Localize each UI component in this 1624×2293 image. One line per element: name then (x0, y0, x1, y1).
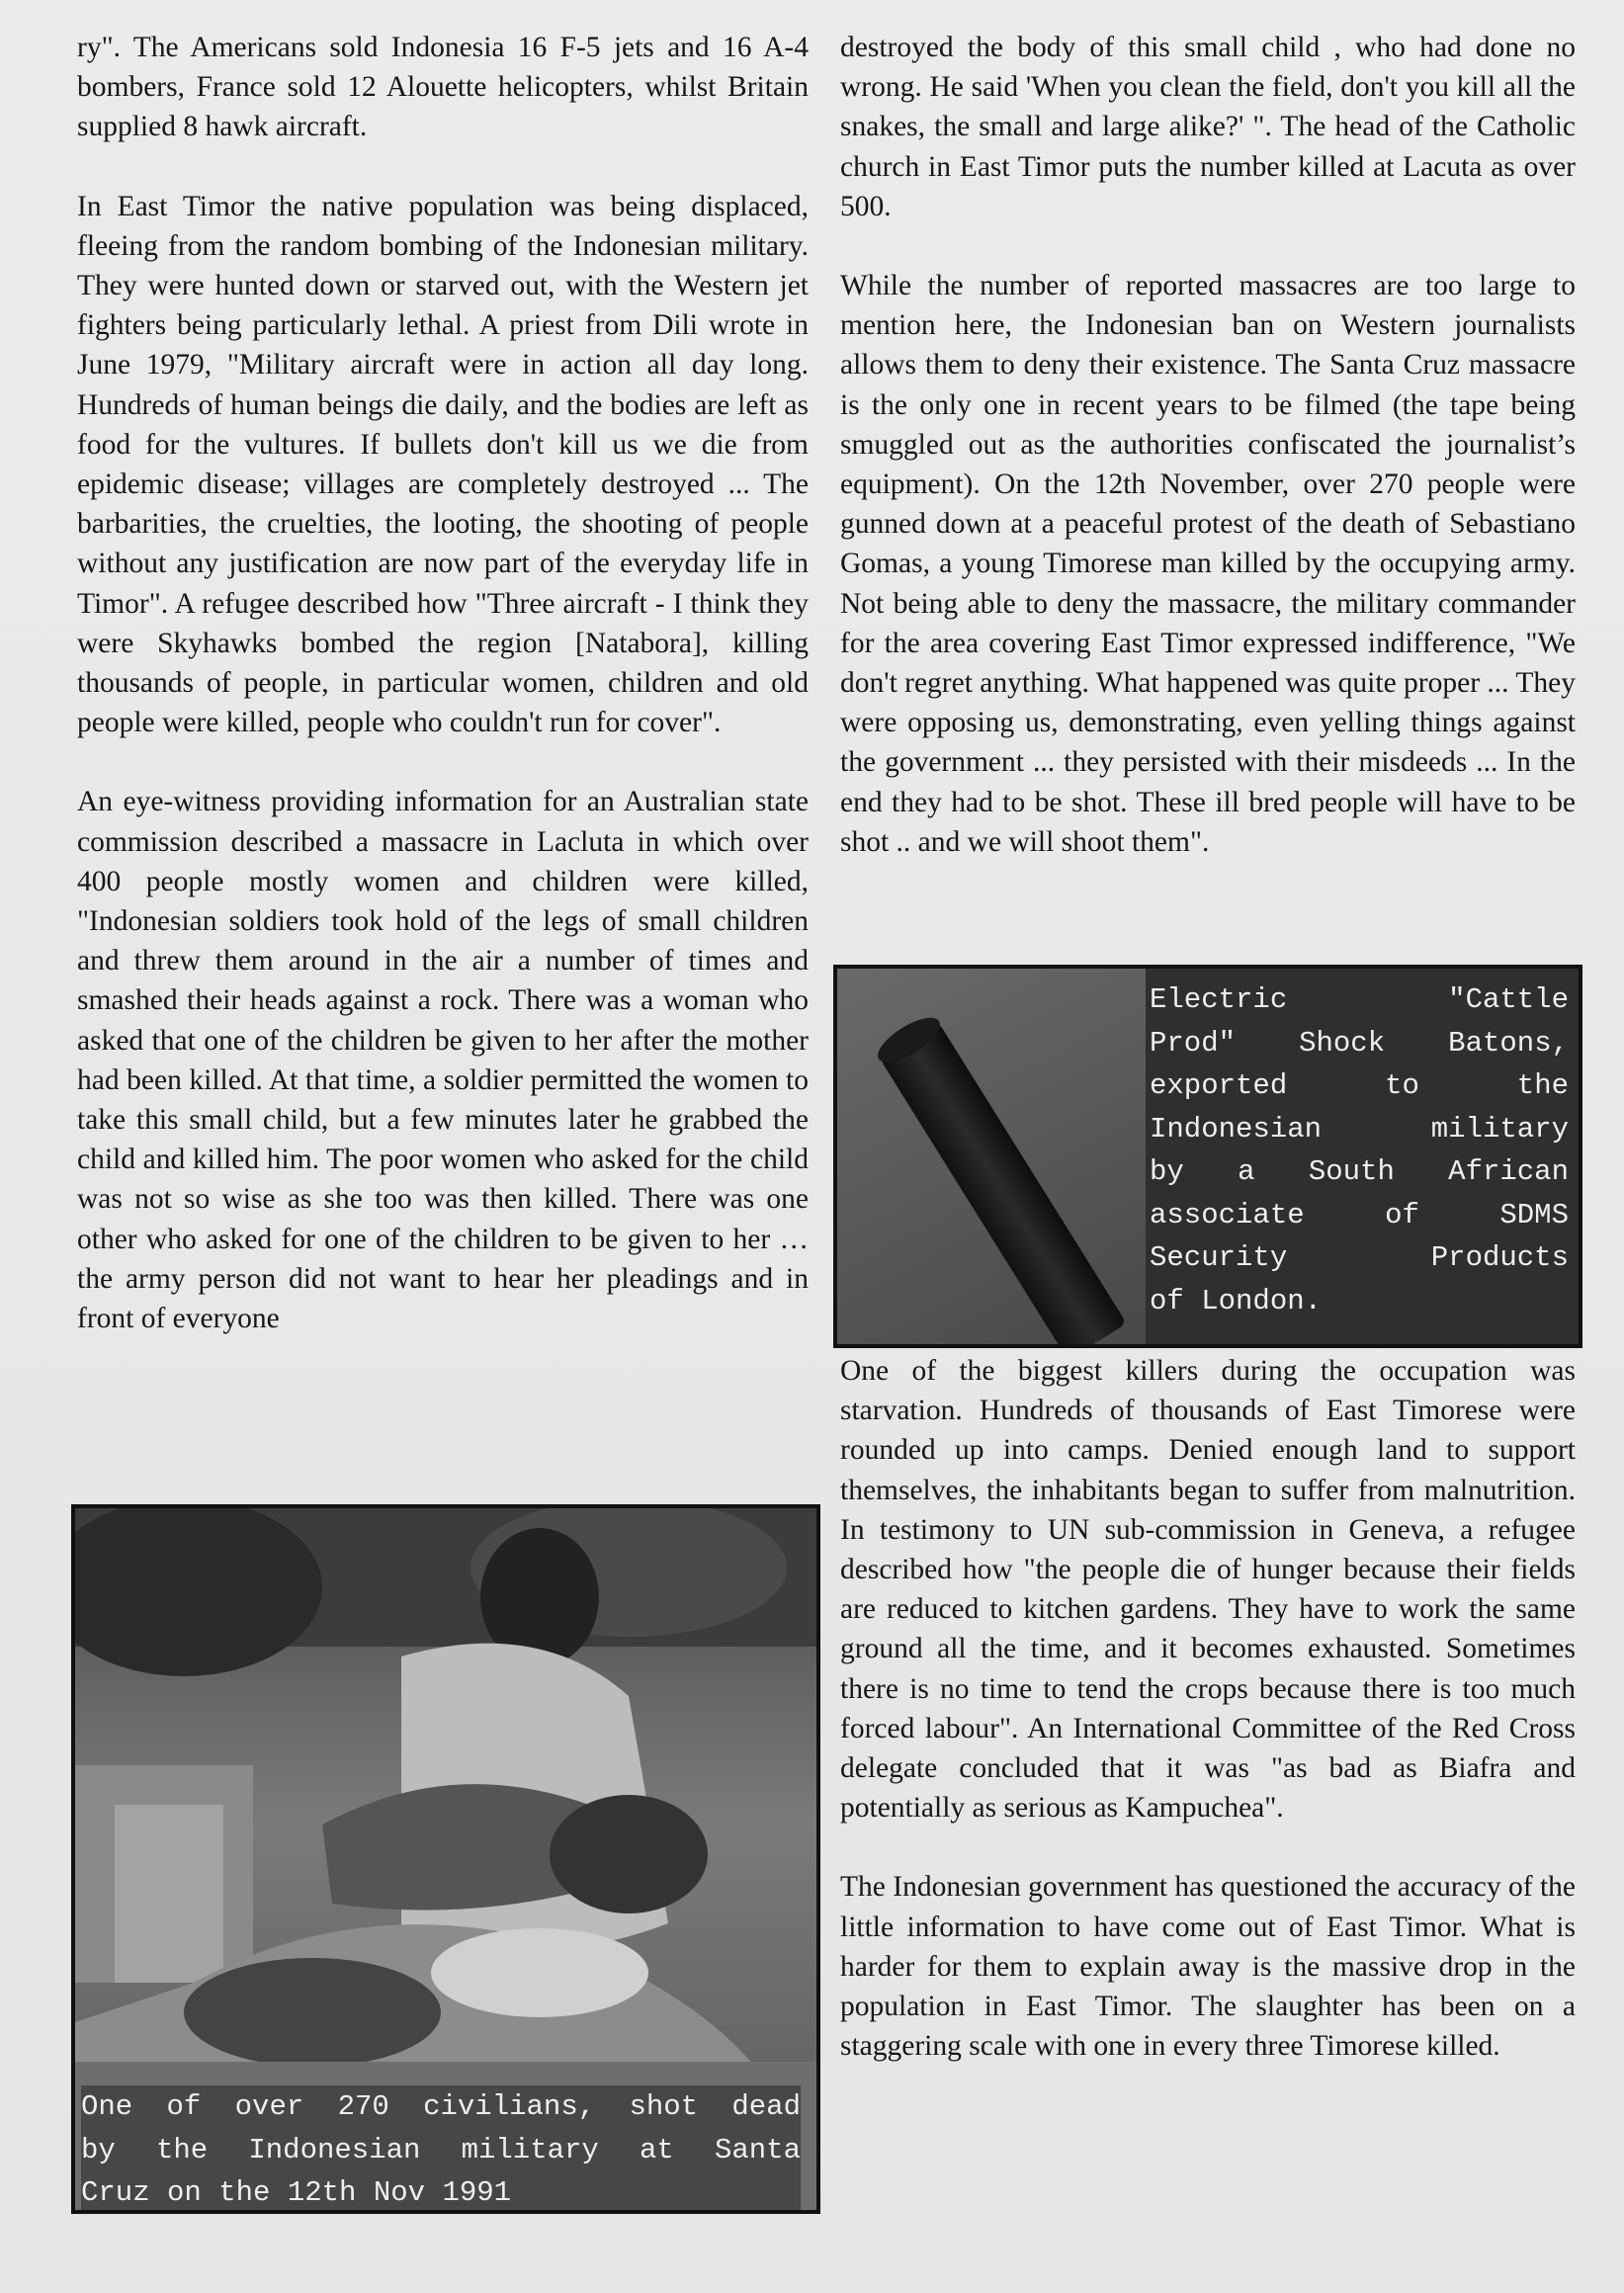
right-column-lower (840, 1351, 1576, 2105)
left-column (77, 28, 809, 1378)
right-column (840, 28, 1576, 901)
caption-line: of London. (1150, 1284, 1323, 1317)
caption-line: Indonesian military (1150, 1112, 1569, 1146)
caption-line: Prod" Shock Batons, (1150, 1026, 1569, 1060)
paragraph: An eye-witness providing information for an Australian state commission described a massacre in Lacluta in which over 400 people mostly women and children were killed, "Indonesian soldiers took hold of the legs of small children and threw them around in the air a number of times and smashed their heads against a rock. There was a woman who asked that one of the children be given to her after the mother had been killed. At that time, a soldier permitted the women to take this small child, but a few minutes later he grabbed the child and killed him. The poor women who asked for the child was not so wise as she too was then killed. There was one other who asked for one of the children to be given to her … the army person did not want to hear her pleadings and in front of everyone (77, 786, 809, 1335)
paragraph: While the number of reported massacres are too large to mention here, the Indonesian ban on Western journalists allows them to deny their existence. The Santa Cruz massacre is the only one in recent years to be filmed (the tape being smuggled out as the authorities confiscated the journalist’s equipment). On the 12th November, over 270 people were gunned down at a peaceful protest of the death of Sebastiano Gomas, a young Timorese man killed by the occupying army. Not being able to deny the massacre, the military commander for the area covering East Timor expressed indifference, "We don't regret anything. What happened was quite proper ... They were opposing us, demonstrating, even yelling things against the government ... they persisted with their misdeeds ... In the end they had to be shot. These ill bred people will have to be shot .. and we will shoot them". (840, 270, 1576, 858)
caption-line: by a South African (1150, 1155, 1569, 1188)
massacre-photo-figure (71, 1504, 820, 2214)
caption-line: exported to the (1150, 1069, 1569, 1102)
caption-line: Cruz on the 12th Nov 1991 (81, 2176, 512, 2209)
paragraph: One of the biggest killers during the occupation was starvation. Hundreds of thousands of East Timorese were rounded up into camps. Denied enough land to support themselves, the inhabitants began to suffer from malnutrition. In testimony to UN sub-commission in Geneva, a refugee described how "the people die of hunger because their fields are reduced to kitchen gardens. They have to work the same ground all the time, and it becomes exhausted. Sometimes there is no time to tend the crops because there is too much forced labour". An International Committee of the Red Cross delegate concluded that it was "as bad as Biafra and potentially as serious as Kampuchea". (840, 1355, 1576, 1825)
paragraph: destroyed the body of this small child , who had done no wrong. He said 'When you clean the field, don't you kill all the snakes, the small and large alike?' ". The head of the Catholic church in East Timor puts the number killed at Lacuta as over 500. (840, 32, 1576, 222)
caption-line: Electric "Cattle (1150, 983, 1569, 1016)
paragraph: In East Timor the native population was being displaced, fleeing from the random bombing of the Indonesian military. They were hunted down or starved out, with the Western jet fighters being particularly lethal. A priest from Dili wrote in June 1979, "Military aircraft were in action all day long. Hundreds of human beings die daily, and the bodies are left as food for the vultures. If bullets don't kill us we die from epidemic disease; villages are completely destroyed ... The barbarities, the cruelties, the looting, the shooting of people without any justification are now part of the everyday life in Timor". A refugee described how "Three aircraft - I think they were Skyhawks bombed the region [Natabora], killing thousands of people, in particular women, children and old people were killed, people who couldn't run for cover". (77, 190, 809, 739)
caption-line: Security Products (1150, 1241, 1569, 1274)
baton-photo-figure (833, 965, 1582, 1348)
paragraph: ry". The Americans sold Indonesia 16 F-5 jets and 16 A-4 bombers, France sold 12 Alouette helicopters, whilst Britain supplied 8 hawk aircraft. (77, 32, 809, 143)
paragraph: The Indonesian government has questioned the accuracy of the little information to have come out of East Timor. What is harder for them to explain away is the massive drop in the population in East Timor. The slaughter has been on a staggering scale with one in every three Timorese killed. (840, 1871, 1576, 2063)
figure-caption (1150, 978, 1569, 1322)
caption-line: One of over 270 civilians, shot dead (81, 2090, 801, 2123)
caption-line: by the Indonesian military at Santa (81, 2133, 801, 2166)
caption-line: associate of SDMS (1150, 1198, 1569, 1231)
figure-caption (81, 2085, 801, 2214)
